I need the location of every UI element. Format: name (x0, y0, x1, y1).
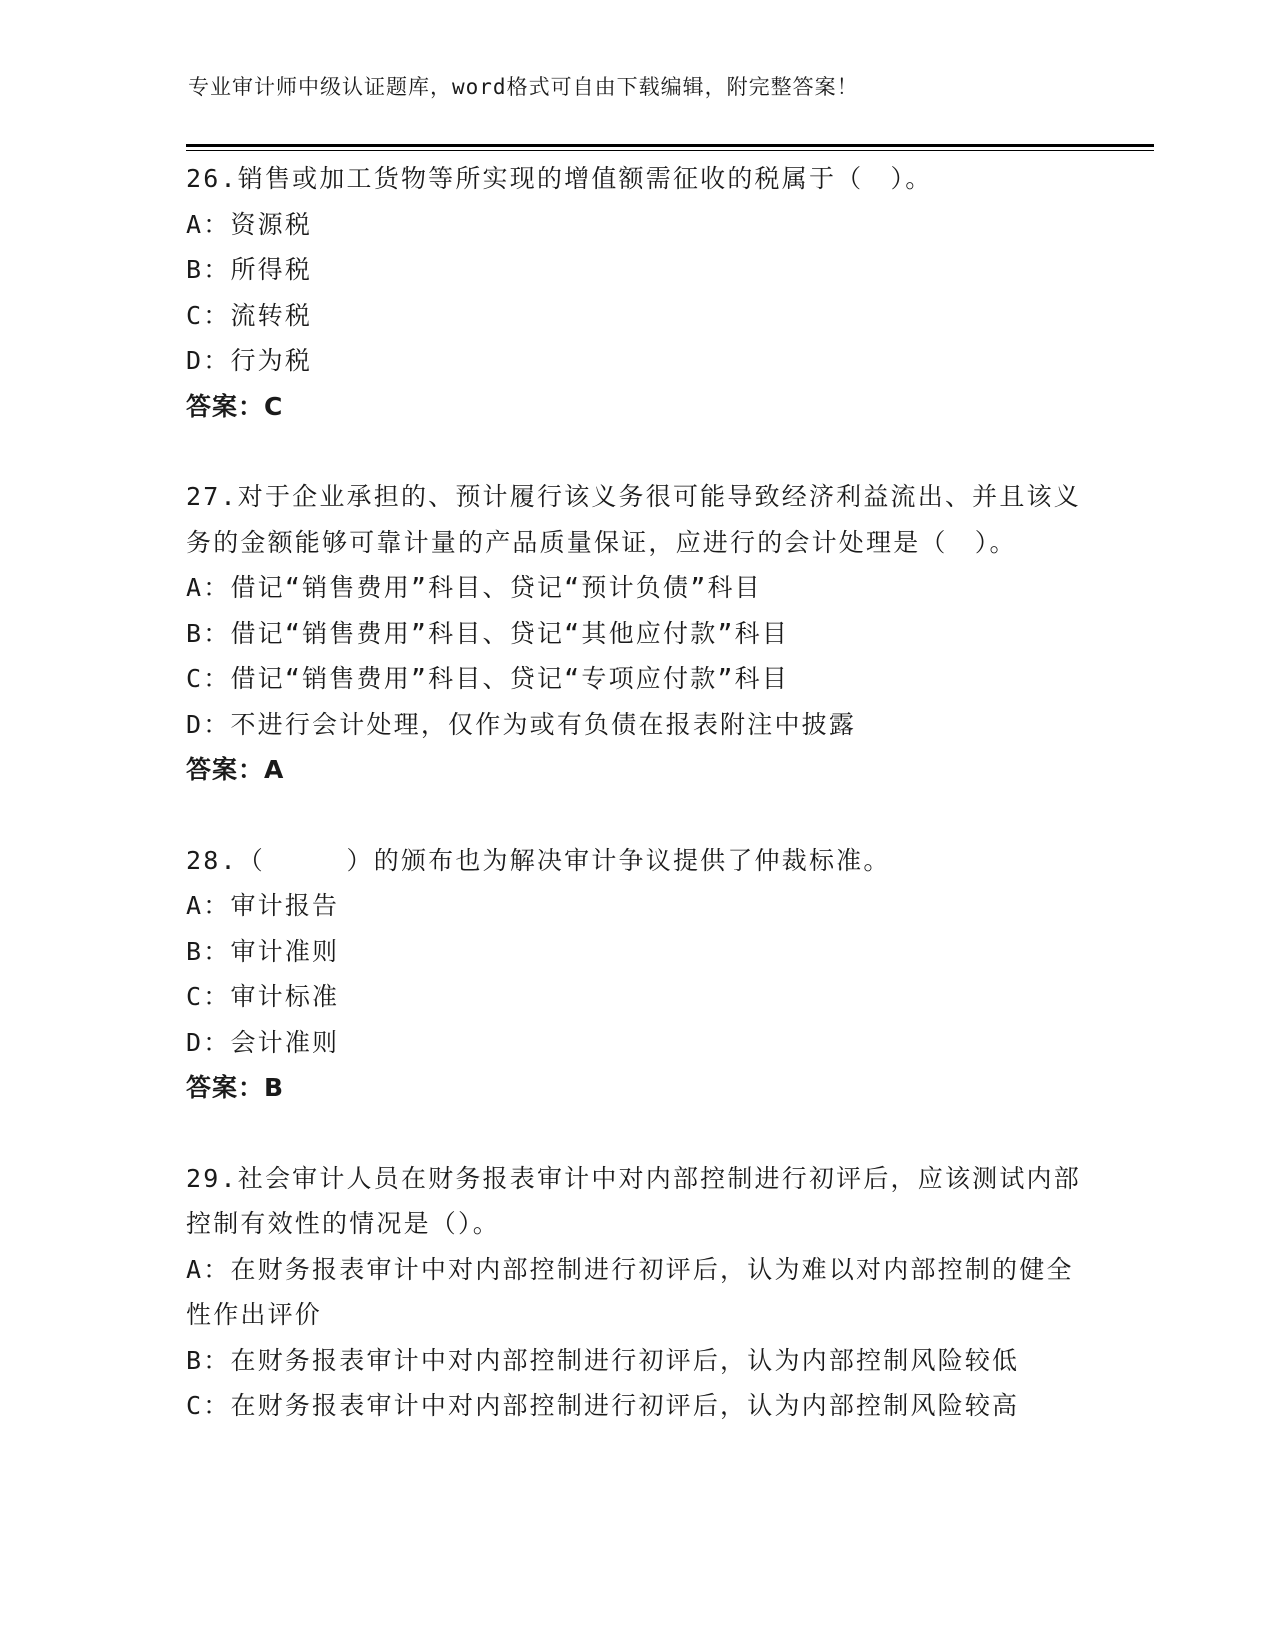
question-29 (186, 1156, 1086, 1429)
question-text: 29.社会审计人员在财务报表审计中对内部控制进行初评后，应该测试内部控制有效性的情况是（）。 (186, 1163, 1081, 1238)
option-c: C：借记“销售费用”科目、贷记“专项应付款”科目 (186, 664, 790, 693)
question-text: 27.对于企业承担的、预计履行该义务很可能导致经济利益流出、并且该义务的金额能够可靠计量的产品质量保证，应进行的会计处理是（ ）。 (186, 482, 1081, 557)
question-list (186, 156, 1086, 1474)
option-b: B：审计准则 (186, 936, 340, 966)
option-d: D：会计准则 (186, 1027, 340, 1057)
question-text: 26.销售或加工货物等所实现的增值额需征收的税属于（ ）。 (186, 164, 933, 193)
option-b: B：在财务报表审计中对内部控制进行初评后，认为内部控制风险较低 (186, 1345, 1020, 1375)
answer: 答案：C (186, 391, 284, 421)
answer: 答案：B (186, 1073, 285, 1102)
page-header: 专业审计师中级认证题库，word格式可自由下载编辑，附完整答案！ (188, 75, 859, 99)
answer: 答案：A (186, 755, 285, 784)
option-a: A：借记“销售费用”科目、贷记“预计负债”科目 (186, 573, 762, 602)
question-26 (186, 156, 1086, 429)
option-c: C：在财务报表审计中对内部控制进行初评后，认为内部控制风险较高 (186, 1391, 1020, 1420)
option-a: A：资源税 (186, 209, 313, 239)
question-text: 28.（ ）的颁布也为解决审计争议提供了仲裁标准。 (186, 845, 891, 875)
header-rule-thin (186, 150, 1154, 151)
header-rule-thick (186, 144, 1154, 147)
option-c: C：流转税 (186, 300, 313, 330)
option-d: D：行为税 (186, 346, 313, 375)
option-c: C：审计标准 (186, 982, 340, 1011)
option-a: A：审计报告 (186, 891, 340, 920)
option-a: A：在财务报表审计中对内部控制进行初评后，认为难以对内部控制的健全性作出评价 (186, 1254, 1074, 1329)
option-d: D：不进行会计处理，仅作为或有负债在报表附注中披露 (186, 709, 857, 739)
option-b: B：借记“销售费用”科目、贷记“其他应付款”科目 (186, 618, 790, 648)
option-b: B：所得税 (186, 255, 313, 284)
question-27 (186, 474, 1086, 793)
question-28 (186, 838, 1086, 1111)
